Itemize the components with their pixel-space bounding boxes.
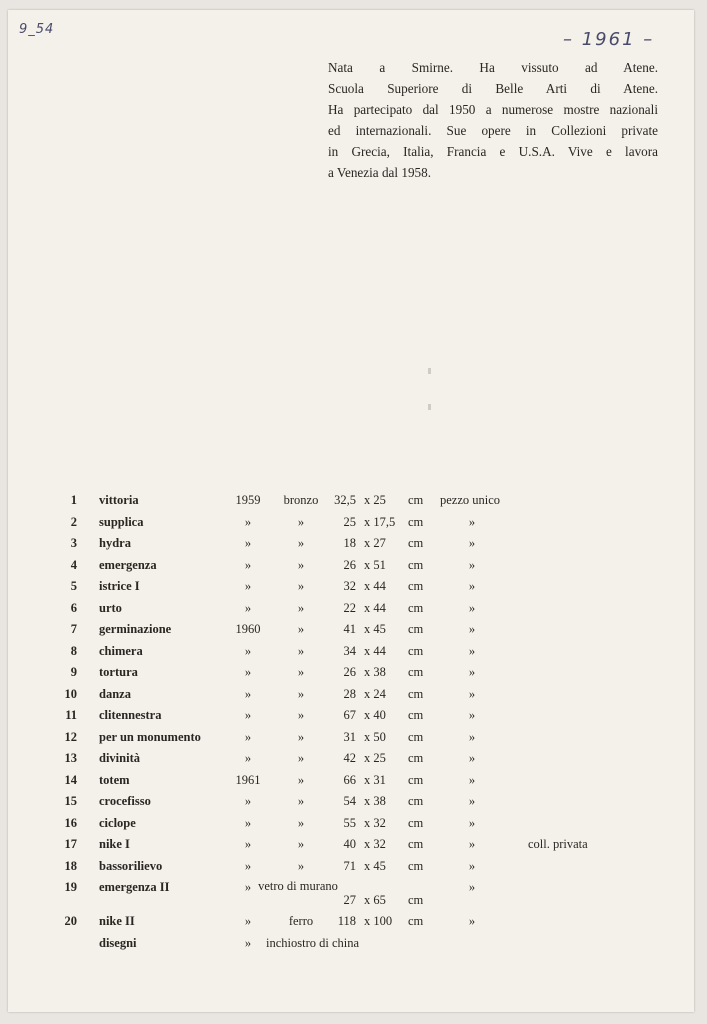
catalog-row [0, 536, 707, 558]
work-unit: cm [408, 557, 424, 572]
work-number: 19 [64, 880, 77, 894]
work-title: bassorilievo [99, 858, 163, 873]
paper-speck [428, 404, 431, 410]
work-width: 32,5 [334, 493, 356, 507]
work-year: » [244, 600, 252, 615]
work-material: » [297, 557, 305, 572]
work-width: 34 [343, 643, 356, 658]
catalog-row [0, 880, 707, 914]
work-edition: pezzo unico [440, 493, 501, 507]
work-year: » [244, 686, 252, 701]
bio-line: Scuola Superiore di Belle Arti di Atene. [328, 81, 658, 96]
catalog-row [0, 579, 707, 601]
work-material: vetro di murano [258, 879, 338, 893]
work-width: 32 [343, 579, 356, 593]
work-edition: » [468, 708, 476, 722]
work-width: 22 [343, 600, 356, 615]
work-year: » [244, 665, 252, 679]
work-year: » [244, 514, 252, 529]
work-number: 17 [64, 837, 77, 851]
work-height: x 44 [364, 643, 386, 658]
work-year: » [244, 729, 252, 744]
work-width: 28 [343, 686, 356, 701]
work-number: 10 [64, 686, 77, 701]
work-material: » [297, 794, 305, 808]
work-material: » [297, 536, 305, 550]
catalog-row [0, 622, 707, 644]
catalog-row [0, 493, 707, 515]
work-height: x 45 [364, 622, 386, 636]
work-title: germinazione [99, 622, 172, 636]
work-number: 1 [70, 493, 77, 507]
work-height: x 27 [364, 536, 386, 550]
bio-line: ed internazionali. Sue opere in Collezioni private [328, 123, 658, 138]
work-title: supplica [99, 514, 144, 529]
work-height: x 17,5 [364, 514, 396, 529]
work-year: » [244, 880, 252, 894]
work-width: 25 [343, 514, 356, 529]
work-edition: » [468, 837, 476, 851]
catalog-row [0, 936, 707, 958]
handwritten-year: – 1961 – [563, 29, 655, 50]
work-number: 12 [64, 729, 77, 744]
work-title: vittoria [99, 493, 139, 507]
work-title: nike II [99, 914, 135, 928]
work-material: » [297, 858, 305, 873]
work-number: 2 [70, 514, 77, 529]
work-title: per un monumento [99, 729, 201, 744]
work-height: x 38 [364, 794, 386, 808]
work-title: chimera [99, 643, 143, 658]
work-title: emergenza II [99, 880, 170, 894]
work-edition: » [468, 794, 476, 808]
work-year: 1961 [235, 772, 261, 787]
work-width: 54 [343, 794, 356, 808]
catalog-row [0, 751, 707, 773]
work-height: x 44 [364, 600, 386, 615]
work-title: ciclope [99, 815, 136, 830]
work-unit: cm [408, 815, 424, 830]
work-number: 5 [70, 579, 77, 593]
work-height: x 24 [364, 686, 386, 701]
work-unit: cm [408, 708, 424, 722]
work-title: istrice I [99, 579, 140, 593]
work-height: x 45 [364, 858, 386, 873]
work-year: » [244, 708, 252, 722]
work-number: 6 [70, 600, 77, 615]
work-number: 13 [64, 751, 77, 765]
work-edition: » [468, 579, 476, 593]
work-edition: » [468, 600, 476, 615]
work-unit: cm [408, 514, 424, 529]
work-edition: » [468, 815, 476, 830]
work-edition: » [468, 751, 476, 765]
work-height: x 65 [364, 893, 386, 907]
work-width: 42 [343, 751, 356, 765]
work-width: 66 [343, 772, 356, 787]
work-number: 15 [64, 794, 77, 808]
work-number: 11 [65, 708, 77, 722]
work-title: totem [99, 772, 130, 787]
work-year: » [244, 935, 252, 950]
work-year: » [244, 579, 252, 593]
catalog-row [0, 665, 707, 687]
work-title: disegni [99, 935, 137, 950]
work-note: coll. privata [528, 837, 588, 851]
work-width: 26 [343, 665, 356, 679]
work-height: x 25 [364, 751, 386, 765]
work-number: 18 [64, 858, 77, 873]
work-width: 41 [343, 622, 356, 636]
work-year: 1960 [235, 622, 261, 636]
bio-line: a Venezia dal 1958. [328, 165, 432, 180]
work-height: x 51 [364, 557, 386, 572]
work-material: inchiostro di china [266, 935, 360, 950]
catalog-row [0, 816, 707, 838]
work-width: 118 [337, 914, 356, 928]
work-edition: » [468, 914, 476, 928]
work-unit: cm [408, 536, 424, 550]
work-number: 16 [64, 815, 77, 830]
work-edition: » [468, 772, 476, 787]
work-year: » [244, 858, 252, 873]
work-material: » [297, 815, 305, 830]
work-unit: cm [408, 622, 424, 636]
work-number: 8 [70, 643, 77, 658]
work-title: tortura [99, 665, 138, 679]
work-unit: cm [408, 643, 424, 658]
work-number: 14 [64, 772, 77, 787]
work-year: » [244, 837, 252, 851]
work-material: » [297, 643, 305, 658]
work-material: bronzo [283, 493, 319, 507]
work-height: x 40 [364, 708, 386, 722]
work-unit: cm [408, 914, 424, 928]
catalog-row [0, 730, 707, 752]
work-height: x 32 [364, 815, 386, 830]
work-edition: » [468, 536, 476, 550]
work-unit: cm [408, 729, 424, 744]
bio-line: Nata a Smirne. Ha vissuto ad Atene. [328, 60, 658, 75]
work-unit: cm [408, 579, 424, 593]
handwritten-archive-number: 9_54 [19, 22, 55, 37]
catalog-row [0, 515, 707, 537]
work-year: » [244, 815, 252, 830]
work-material: » [297, 622, 305, 636]
work-number: 20 [64, 914, 77, 928]
work-material: » [297, 708, 305, 722]
work-unit: cm [408, 600, 424, 615]
work-title: danza [99, 686, 131, 701]
work-width: 55 [343, 815, 356, 830]
work-edition: » [468, 858, 476, 873]
work-title: urto [99, 600, 122, 615]
work-width: 71 [343, 858, 356, 873]
work-edition: » [468, 880, 476, 894]
work-year: » [244, 794, 252, 808]
catalog-row [0, 773, 707, 795]
work-number: 7 [70, 622, 77, 636]
work-material: » [297, 665, 305, 679]
work-number: 4 [70, 557, 77, 572]
work-width: 40 [343, 837, 356, 851]
catalog-row [0, 859, 707, 881]
work-unit: cm [408, 794, 424, 808]
works-catalog [0, 493, 707, 957]
work-height: x 100 [364, 914, 393, 928]
work-height: x 50 [364, 729, 386, 744]
catalog-row [0, 601, 707, 623]
work-height: x 31 [364, 772, 386, 787]
work-width: 67 [343, 708, 356, 722]
work-number: 3 [70, 536, 77, 550]
catalog-row [0, 914, 707, 936]
work-material: » [297, 514, 305, 529]
work-unit: cm [408, 772, 424, 787]
work-material: » [297, 729, 305, 744]
work-material: » [297, 686, 305, 701]
catalog-row [0, 558, 707, 580]
work-material: » [297, 600, 305, 615]
work-height: x 44 [364, 579, 386, 593]
work-unit: cm [408, 837, 424, 851]
work-year: » [244, 557, 252, 572]
work-unit: cm [408, 493, 424, 507]
work-title: divinità [99, 751, 140, 765]
catalog-row [0, 837, 707, 859]
work-edition: » [468, 622, 476, 636]
artist-biography [328, 57, 658, 183]
work-material: » [297, 751, 305, 765]
work-unit: cm [408, 893, 424, 907]
work-material: » [297, 772, 305, 787]
work-edition: » [468, 665, 476, 679]
work-height: x 32 [364, 837, 386, 851]
work-width: 27 [343, 893, 356, 907]
catalog-row [0, 708, 707, 730]
work-unit: cm [408, 686, 424, 701]
work-title: clitennestra [99, 708, 162, 722]
work-width: 18 [343, 536, 356, 550]
work-edition: » [468, 729, 476, 744]
bio-line: Ha partecipato dal 1950 a numerose mostre nazionali [328, 102, 658, 117]
work-material: » [297, 579, 305, 593]
work-unit: cm [408, 751, 424, 765]
work-title: crocefisso [99, 794, 151, 808]
work-year: » [244, 536, 252, 550]
work-width: 26 [343, 557, 356, 572]
catalog-row [0, 687, 707, 709]
work-title: emergenza [99, 557, 157, 572]
work-edition: » [468, 557, 476, 572]
work-edition: » [468, 686, 476, 701]
work-year: » [244, 914, 252, 928]
work-material: ferro [288, 914, 314, 928]
work-edition: » [468, 514, 476, 529]
catalog-row [0, 644, 707, 666]
work-edition: » [468, 643, 476, 658]
work-title: hydra [99, 536, 131, 550]
work-material: » [297, 837, 305, 851]
work-height: x 25 [364, 493, 386, 507]
work-width: 31 [343, 729, 356, 744]
bio-line: in Grecia, Italia, Francia e U.S.A. Vive e lavora [328, 144, 658, 159]
work-year: » [244, 643, 252, 658]
work-year: 1959 [235, 493, 261, 507]
work-number: 9 [70, 665, 77, 679]
work-unit: cm [408, 665, 424, 679]
work-year: » [244, 751, 252, 765]
work-unit: cm [408, 858, 424, 873]
work-title: nike I [99, 837, 130, 851]
work-height: x 38 [364, 665, 386, 679]
catalog-row [0, 794, 707, 816]
paper-speck [428, 368, 431, 374]
